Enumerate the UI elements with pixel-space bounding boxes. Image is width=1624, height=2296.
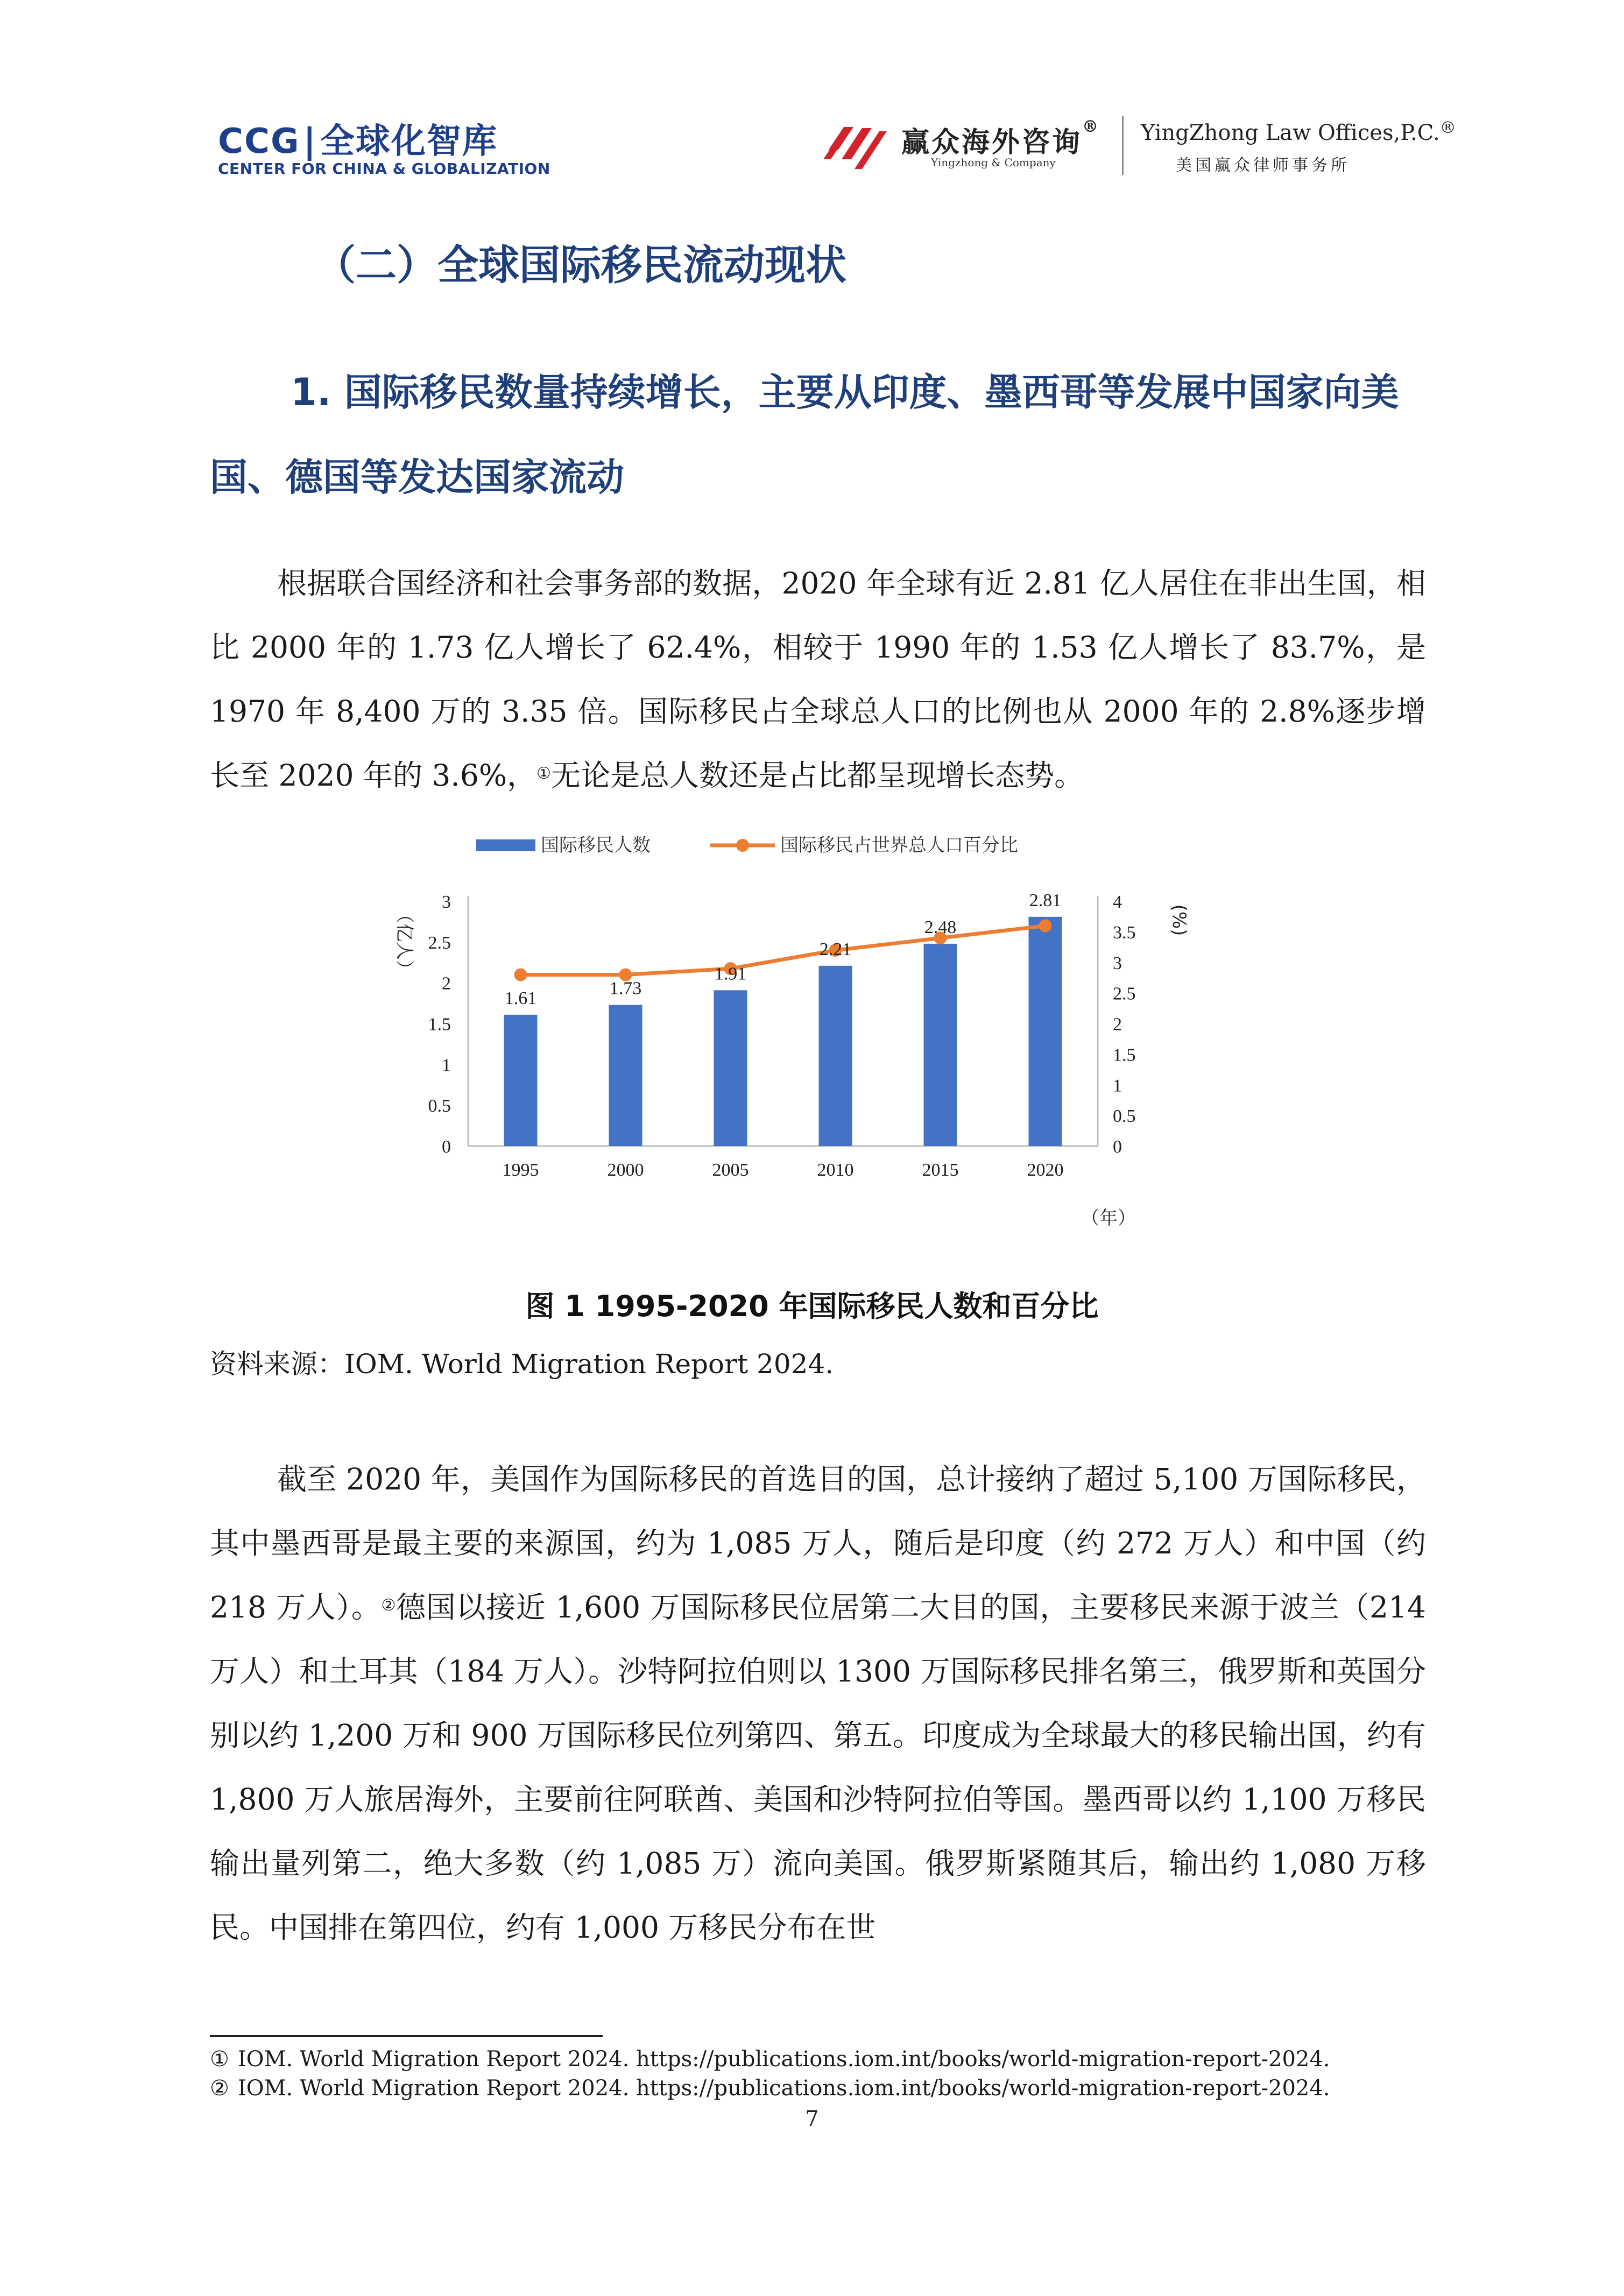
subsection-title: 1. 国际移民数量持续增长，主要从印度、墨西哥等发展中国家向美国、德国等发达国家流动 [210, 370, 1399, 499]
figure-caption: 图 1 1995-2020 年国际移民人数和百分比 [525, 1289, 1099, 1323]
y-axis-right-label: (%) [1168, 904, 1190, 936]
y-axis-left-label: （亿人） [393, 905, 415, 978]
law-office-cn-name: 美国赢众律师事务所 [1176, 156, 1350, 175]
registered-mark-2: ® [1439, 118, 1456, 137]
footnote-1-num: ① [210, 2047, 229, 2072]
x-tick-2020: 2020 [1027, 1160, 1064, 1180]
chart-labels [505, 891, 1062, 1008]
y-tick-right-8: 4 [1113, 892, 1122, 912]
yingzhong-en-name: Yingzhong & Company [931, 156, 1056, 169]
paragraph-1 [210, 552, 1426, 808]
paragraph-2-text-after: 德国以接近 1,600 万国际移民位居第二大目的国，主要移民来源于波兰（214 万人）和土耳其（184 万人）。沙特阿拉伯则以 1300 万国际移民排名第三，俄罗斯和英国分别以约 1,200 万和 900 万国际移民位列第四、第五。印度成为全球最大的移民输出国，约有 1,800 万人旅居海外，主要前往阿联酋、美国和沙特阿拉伯等国。墨西哥以约 1,100 万移民输出量列第二，绝大多数（约 1,085 万）流向美国。俄罗斯紧随其后，输出约 1,080 万移民。中国排在第四位，约有 1,000 万移民分布在世 [210, 1590, 1426, 1945]
figure-source: 资料来源：IOM. World Migration Report 2024. [210, 1348, 834, 1380]
section-title: （二）全球国际移民流动现状 [315, 241, 846, 289]
bar-label-2020: 2.81 [1029, 890, 1062, 910]
footnote-ref-2[interactable]: ② [381, 1596, 397, 1615]
paragraph-2-text: 截至 2020 年，美国作为国际移民的首选目的国，总计接纳了超过 5,100 万国际移民，其中墨西哥是最主要的来源国，约为 1,085 万人，随后是印度（约 272 万人）和中国（约 218 万人）。 [210, 1462, 1426, 1624]
footnote-2-num: ② [210, 2076, 229, 2101]
y-tick-left-5: 2.5 [428, 932, 451, 953]
y-tick-right-5: 2.5 [1113, 984, 1136, 1004]
ccg-logo [218, 123, 550, 178]
footnote-divider [210, 2035, 603, 2037]
bar-label-2005: 1.91 [714, 964, 747, 984]
bar-label-1995: 1.61 [504, 988, 537, 1008]
bar-2015 [924, 944, 957, 1146]
legend-line-label: 国际移民占世界总人口百分比 [780, 835, 1018, 856]
y-tick-left-1: 0.5 [428, 1096, 451, 1117]
chart-legend [476, 835, 1018, 856]
footnote-2-text[interactable]: IOM. World Migration Report 2024. https://publications.iom.int/books/world-migration-report-2024. [238, 2076, 1330, 2101]
bar-2005 [714, 990, 747, 1146]
y-tick-right-4: 2 [1113, 1014, 1122, 1035]
legend-bar-label: 国际移民人数 [541, 835, 651, 856]
registered-mark: ® [1082, 117, 1101, 136]
ccg-separator: | [303, 122, 317, 161]
migration-chart [350, 826, 1238, 1246]
footnote-2 [210, 2074, 1448, 2103]
x-axis-label: （年） [1081, 1207, 1136, 1229]
bar-label-2010: 2.21 [819, 939, 852, 959]
y-tick-left-2: 1 [442, 1055, 451, 1076]
bar-label-2000: 1.73 [609, 978, 642, 999]
percent-point-2020 [1039, 920, 1052, 932]
legend-bar-swatch [476, 839, 535, 851]
y-tick-right-6: 3 [1113, 953, 1122, 973]
y-tick-right-7: 3.5 [1113, 922, 1136, 943]
bar-1995 [504, 1015, 538, 1146]
ccg-en-name: CENTER FOR CHINA & GLOBALIZATION [218, 160, 550, 178]
paragraph-2 [210, 1447, 1426, 1960]
y-tick-left-6: 3 [442, 892, 451, 912]
x-tick-2015: 2015 [922, 1160, 959, 1180]
y-tick-right-1: 0.5 [1113, 1106, 1136, 1127]
x-tick-2010: 2010 [817, 1160, 854, 1180]
yingzhong-mark-icon [823, 117, 888, 175]
y-tick-left-3: 1.5 [428, 1014, 451, 1035]
chart-svg [350, 826, 1238, 1246]
yingzhong-cn-name: 赢众海外咨询 [901, 126, 1083, 159]
ccg-name: CCG [218, 122, 300, 161]
percent-line [521, 926, 1046, 975]
y-tick-right-2: 1 [1113, 1076, 1122, 1096]
bar-2000 [609, 1005, 642, 1146]
x-tick-2000: 2000 [607, 1160, 644, 1180]
bar-2010 [819, 966, 852, 1146]
y-tick-left-0: 0 [442, 1137, 451, 1157]
chart-line [514, 920, 1052, 981]
yingzhong-logo [823, 113, 1456, 178]
page-header [0, 0, 1624, 204]
logo-divider [1122, 116, 1124, 175]
percent-point-1995 [514, 969, 527, 981]
footnote-1-text[interactable]: IOM. World Migration Report 2024. https://publications.iom.int/books/world-migration-report-2024. [238, 2047, 1330, 2072]
y-tick-left-4: 2 [442, 973, 451, 994]
chart-bars [504, 917, 1062, 1146]
ccg-cn-name: 全球化智库 [320, 122, 498, 161]
y-tick-right-3: 1.5 [1113, 1045, 1136, 1065]
bar-label-2015: 2.48 [924, 917, 957, 937]
footnote-1 [210, 2045, 1448, 2074]
page-number: 7 [805, 2107, 819, 2131]
x-tick-2005: 2005 [712, 1160, 749, 1180]
bar-2020 [1029, 917, 1062, 1146]
footnotes [210, 2045, 1448, 2103]
x-tick-1995: 1995 [502, 1160, 539, 1180]
legend-line-marker [736, 839, 749, 852]
paragraph-1-text: 根据联合国经济和社会事务部的数据，2020 年全球有近 2.81 亿人居住在非出生国，相比 2000 年的 1.73 亿人增长了 62.4%，相较于 1990 年的 1.53 亿人增长了 83.7%，是 1970 年 8,400 万的 3.35 倍。国际移民占全球总人口的比例也从 2000 年的 2.8%逐步增长至 2020 年的 3.6%， [210, 566, 1426, 793]
footnote-ref-1[interactable]: ① [536, 764, 552, 783]
y-tick-right-0: 0 [1113, 1137, 1122, 1157]
law-office-en-name: YingZhong Law Offices,P.C. [1141, 121, 1440, 145]
paragraph-1-text-after: 无论是总人数还是占比都呈现增长态势。 [551, 758, 1084, 793]
